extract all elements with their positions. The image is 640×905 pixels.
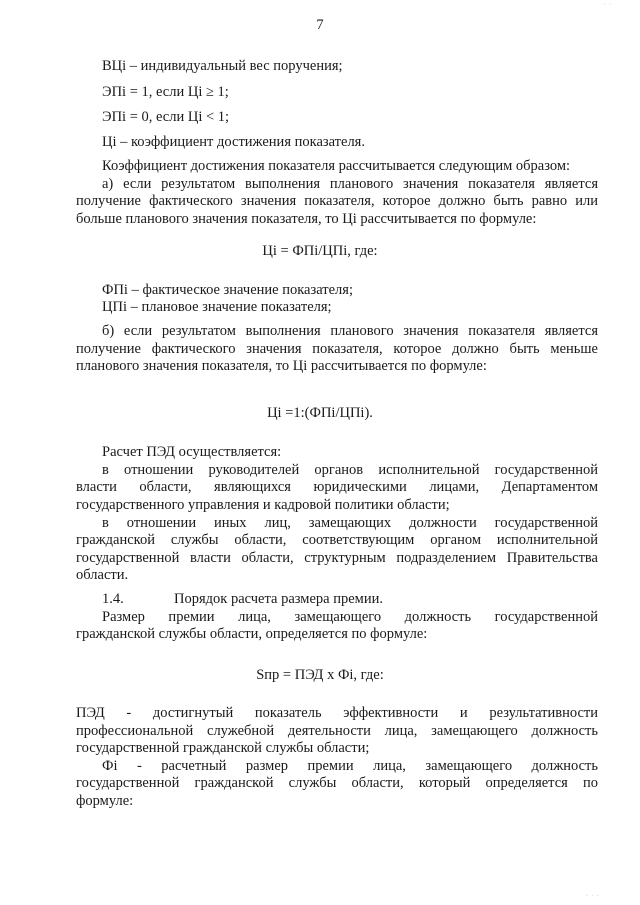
ped-item-2-line-2: гражданской службы области, соответствующим органом исполнительной [76, 532, 598, 548]
ped-item-1-line-1: в отношении руководителей органов исполнительной государственной [102, 462, 598, 478]
paragraph-a-line-3: больше планового значения показателя, то Цi рассчитывается по формуле: [76, 211, 537, 227]
paragraph-b-line-3: планового значения показателя, то Цi рассчитывается по формуле: [76, 358, 487, 374]
definition-ped-line-3: государственной гражданской службы области; [76, 740, 370, 756]
formula-premium: Sпр = ПЭД х Фi, где: [256, 667, 384, 683]
ped-item-1-line-3: государственного управления и кадровой политики области; [76, 497, 450, 513]
ped-item-1-line-2: власти области, являющихся юридическими лицами, Департаментом [76, 479, 598, 495]
formula-c-inverse: Цi =1:(ФПi/ЦПi). [267, 405, 373, 421]
paragraph-coefficient-intro: Коэффициент достижения показателя рассчитывается следующим образом: [102, 158, 571, 174]
definition-ped-line-1: ПЭД - достигнутый показатель эффективности и результативности [76, 705, 598, 721]
definition-fi-line-2: государственной гражданской службы области, который определяется по [76, 775, 598, 791]
formula-c-ratio: Цi = ФПi/ЦПi, где: [262, 243, 378, 259]
definition-vc: ВЦi – индивидуальный вес поручения; [102, 58, 343, 74]
section-number: 1.4. [102, 591, 124, 607]
section-title: Порядок расчета размера премии. [174, 591, 383, 607]
ped-calculation-intro: Расчет ПЭД осуществляется: [102, 444, 282, 460]
premium-size-line-1: Размер премии лица, замещающего должность государственной [102, 609, 598, 625]
scan-corner-mark-top: · · [603, 2, 612, 8]
definition-fi-line-3: формуле: [76, 793, 134, 809]
ped-item-2-line-3: государственной власти области, структурным подразделением Правительства [76, 550, 598, 566]
definition-c: Цi – коэффициент достижения показателя. [102, 134, 365, 150]
page-number: 7 [316, 17, 324, 33]
ped-item-2-line-4: области. [76, 567, 129, 583]
ped-item-2-line-1: в отношении иных лиц, замещающих должности государственной [102, 515, 598, 531]
definition-fi-line-1: Фi - расчетный размер премии лица, замещающего должность [102, 758, 598, 774]
paragraph-b-line-2: получение фактического значения показателя, которое должно быть меньше [76, 341, 598, 357]
section-heading-1-4 [0, 590, 640, 608]
paragraph-b-line-1: б) если результатом выполнения планового значения показателя является [102, 323, 598, 339]
condition-ep-1: ЭПi = 1, если Цi ≥ 1; [102, 84, 229, 100]
premium-size-line-2: гражданской службы области, определяется по формуле: [76, 626, 428, 642]
condition-ep-0: ЭПi = 0, если Цi < 1; [102, 109, 230, 125]
definition-ped-line-2: профессиональной служебной деятельности лица, замещающего должность [76, 723, 598, 739]
paragraph-a-line-1: а) если результатом выполнения планового значения показателя является [102, 176, 598, 192]
definition-cp: ЦПi – плановое значение показателя; [102, 299, 332, 315]
paragraph-a-line-2: получение фактического значения показателя, которое должно быть равно или [76, 193, 598, 209]
scan-corner-mark-bottom: · · · [586, 893, 600, 899]
definition-fp: ФПi – фактическое значение показателя; [102, 282, 353, 298]
